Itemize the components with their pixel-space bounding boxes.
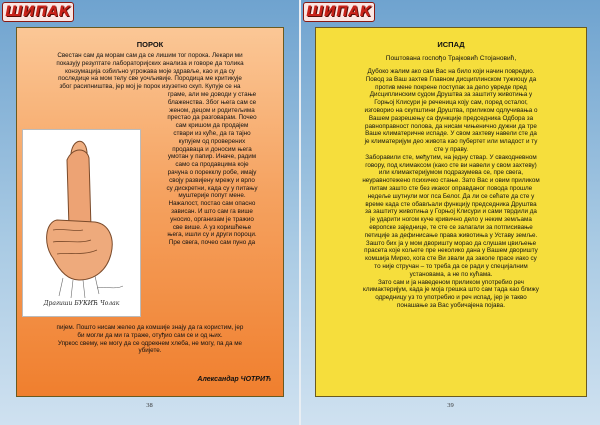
text-line: престао да разговарам. Почео — [167, 114, 257, 122]
text-line: одредницу уз то употребио и реч испад, јер је такво — [375, 294, 527, 302]
text-line: убијете. — [138, 347, 162, 355]
text-line: за заштиту животиња у Горњој Клисури и сами тврдили да — [365, 208, 537, 216]
text-line: показују резултате лабораторијских анализа и говоре да толика — [56, 59, 244, 67]
text-line: уносио, организам је тражио — [170, 215, 254, 223]
text-line: Вашем разрешењу са функције председника Одбора за — [368, 114, 534, 122]
text-line: женом, децом и родитељима — [169, 106, 255, 114]
text-line: питам зашто сте без икаког оправданог повода прошле — [369, 184, 533, 192]
text-line: Дисциплинским судом Друштва за заштиту животиња у — [369, 91, 533, 99]
text-line: говору, под климаксом (како сте ви навели у свом захтеву) — [365, 161, 537, 169]
letter-paragraph — [322, 154, 580, 279]
left-page — [0, 0, 299, 425]
right-page — [301, 0, 600, 425]
magazine-logo — [2, 2, 74, 22]
article-panel-porok — [16, 27, 284, 397]
text-line: понашање за Вас уобичајена појава. — [396, 301, 505, 309]
text-line: Ваше климатеричне испаде. У свом захтеву навели сте да — [365, 130, 537, 138]
text-line: зависан. И што сам га више — [171, 207, 253, 215]
text-line: установама, а не по кућама. — [409, 270, 493, 278]
text-line: Свестан сам да морам сам да се лишим тог порока. Лекари ми — [57, 52, 243, 59]
text-line: сте у праву. — [434, 145, 468, 153]
finger-drawing — [23, 130, 142, 318]
text-line: конзумација озбиљно угрожава моје здравље, као и да су — [65, 67, 235, 75]
magazine-logo — [303, 2, 375, 22]
text-line: изговорио на скупштини Друштва, приликом одлучивања о — [364, 106, 538, 114]
text-line: Дубоко жалим ако сам Вас на било који начин повредио. — [367, 68, 535, 75]
logo-text: ШИПАК — [306, 4, 372, 20]
text-line: време када сте обављали функцију председника Друштва — [365, 200, 537, 208]
page-number: 38 — [146, 402, 153, 409]
text-line: све више. А уз коришћење — [172, 223, 252, 231]
text-line: умотан у папир. Иначе, радим — [167, 153, 257, 161]
text-line: своју развијену мрежу и врло — [169, 176, 255, 184]
text-line: Зато сам и ја наведеном приликом употребио реч — [378, 278, 524, 286]
salutation: Поштована госпођо Трајковић Стојановић, — [385, 55, 517, 62]
letter-paragraph — [322, 68, 580, 154]
text-line: је ударити ногом куче кривично дело у неким земљама — [370, 216, 532, 224]
text-line: купујем од проверених — [178, 137, 246, 145]
article-title: ПОРОК — [136, 40, 164, 49]
text-line: су дискретни, када су у питању — [166, 184, 258, 192]
text-line: климактеријум, када је моја грешка што сам тада као ближу — [363, 286, 539, 294]
text-line: њега, ишли су и други пороци. — [167, 231, 257, 239]
text-line: Горњој Клисури је реченица коју сам, поред осталог, — [374, 99, 528, 107]
text-line: Зашто бих ја у мом дворишту морао да слушам цвиљење — [365, 239, 537, 247]
text-line: сам кришом да продајем — [175, 122, 249, 130]
text-line: то није стручан – то треба да се ради у специјалним — [374, 262, 528, 270]
text-line: пијем. Пошто нисам желео да комшије знају да га користим, јер — [56, 324, 244, 331]
article-closing-text — [23, 324, 277, 355]
text-line: комшија Мирко, кога сте Ви звали да заколе прасе иако су — [365, 255, 537, 263]
text-line: рачуна о порекклу робе, имају — [167, 168, 257, 176]
text-line: Нажалост, постао сам опасно — [168, 200, 256, 208]
text-line: муштерије попут мене. — [178, 192, 246, 200]
text-line: против мене покрене поступак за дело увреде пред — [375, 83, 527, 91]
text-line: Заборавили сте, међутим, на једну ствар. У свакодневном — [365, 153, 537, 161]
text-line: петиције за дефинисање права животиња у Уставу земље. — [364, 231, 538, 239]
text-line: европске заједнице, те сте се залагали за потписивање — [369, 223, 533, 231]
text-line: продаваца и доносим њега — [172, 145, 252, 153]
article-panel-ispad — [315, 27, 587, 397]
article-title: ИСПАД — [437, 40, 465, 49]
logo-text: ШИПАК — [5, 4, 71, 20]
text-line: због расипништва, јер мој је порок изузетно скуп. Купује се на — [59, 83, 241, 91]
author-signature: Александар ЧОТРИЋ — [197, 376, 271, 383]
page-number: 39 — [447, 402, 454, 409]
illustration-caption: Драгиши БУКИЋ Чолак — [43, 300, 120, 307]
text-line: ствари из куће, да га тајно — [173, 129, 251, 137]
text-line: последице на мом телу све уочљивије. Породица ме критикује — [58, 75, 242, 83]
text-line: Пре свега, почео сам пуно да — [168, 239, 256, 247]
text-line: равноправност полова, да нисам чињенично дужни да тре — [365, 122, 537, 130]
text-line: Упркос свему, не могу да се одрекнем хлеба, не могу, па да ме — [57, 339, 243, 347]
text-line: само са продавцима које — [175, 161, 249, 169]
text-line: блаженства. Због њега сам се — [167, 98, 257, 106]
text-line: или климактеријумом подразумева се, пре свега, — [378, 169, 524, 177]
text-line: граме, али ме доводи у стање — [167, 91, 257, 98]
pointing-finger-illustration — [22, 129, 141, 317]
article-intro-text — [23, 52, 277, 91]
text-line: Повод за Ваш захтев Главном дисциплинском тужиоцу да — [365, 75, 537, 83]
text-line: неуравнотежено психичко стање. Зато Вас и овим приликом — [362, 177, 540, 185]
letter-body — [322, 68, 580, 310]
text-line: прасета које кољете пре неколико дана у Вашем дворишту — [364, 247, 538, 255]
text-line: би могли да ми га траже, отуђио сам се и од њих. — [77, 331, 223, 339]
article-side-text — [145, 91, 279, 247]
letter-paragraph — [322, 279, 580, 310]
text-line: је климатеријум део живота као пубертет или младост и ту — [364, 138, 538, 146]
text-line: недеље шутнули мог пса Белог. Да ли се сећате да сте у — [367, 192, 535, 200]
